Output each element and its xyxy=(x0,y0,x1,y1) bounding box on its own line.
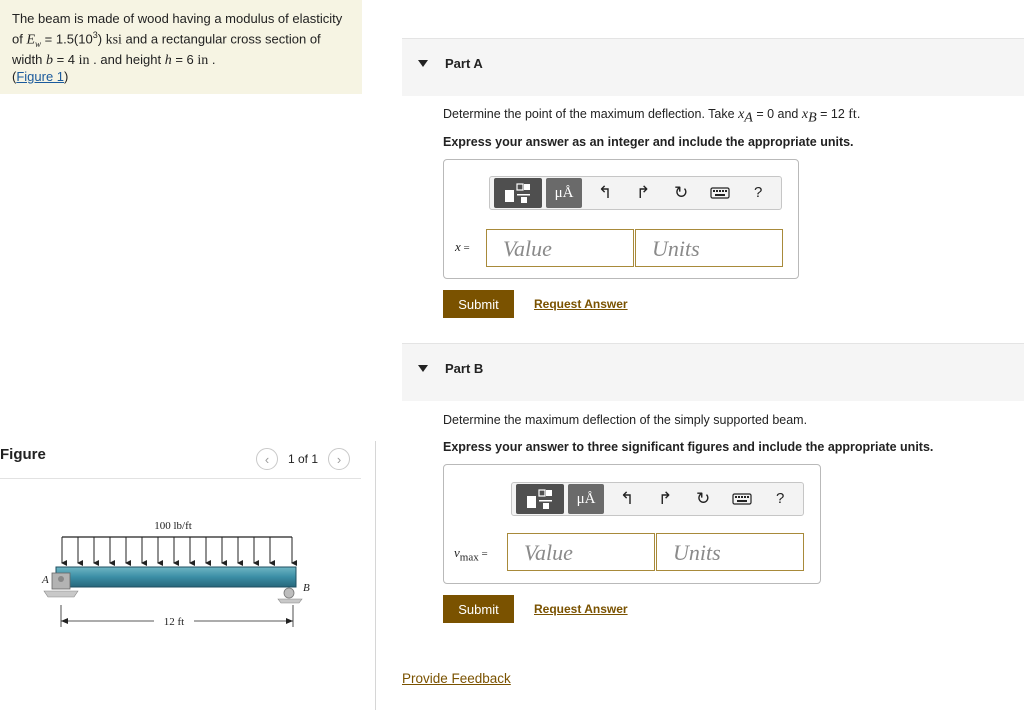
part-a-prompt: Determine the point of the maximum deflection. Take $x_A = 0$ and $x_B = 12$ ft. xyxy=(443,107,861,126)
part-a-header[interactable] xyxy=(402,38,1024,96)
part-a-value-input[interactable]: Value xyxy=(486,229,634,267)
caret-down-icon xyxy=(418,60,428,67)
modulus-unit: ksi xyxy=(102,32,122,48)
part-b-header[interactable] xyxy=(402,343,1024,401)
figure-counter: 1 of 1 xyxy=(288,452,319,466)
modulus-value: = 1.5(10 xyxy=(41,31,93,47)
template-button[interactable] xyxy=(516,484,564,514)
units-symbol-button[interactable]: μÅ xyxy=(568,484,604,514)
figure-nav xyxy=(256,448,350,470)
redo-icon[interactable]: ↱ xyxy=(636,183,651,202)
part-a-variable: x = xyxy=(455,239,470,254)
distributed-load xyxy=(62,537,292,563)
help-icon[interactable]: ? xyxy=(754,184,763,201)
part-b-variable: $v_{max}$ = xyxy=(454,545,488,564)
redo-icon[interactable]: ↱ xyxy=(658,489,673,508)
figure-divider xyxy=(0,478,361,479)
help-icon[interactable]: ? xyxy=(776,490,785,507)
part-a-units-input[interactable]: Units xyxy=(635,229,783,267)
support-a-label: A xyxy=(42,574,49,586)
beam xyxy=(56,567,296,587)
modulus-symbol: E xyxy=(26,32,36,48)
part-b-request-answer-link[interactable]: Request Answer xyxy=(534,602,628,616)
beam-diagram xyxy=(14,515,334,635)
provide-feedback-link[interactable]: Provide Feedback xyxy=(402,671,511,686)
chevron-left-icon[interactable]: ‹ xyxy=(256,448,278,470)
reset-icon[interactable]: ↻ xyxy=(674,183,689,202)
reset-icon[interactable]: ↻ xyxy=(696,489,711,508)
template-button[interactable] xyxy=(494,178,542,208)
support-b-label: B xyxy=(303,582,310,594)
part-a-instruction: Express your answer as an integer and include the appropriate units. xyxy=(443,135,854,149)
roller-support-b xyxy=(278,588,302,603)
problem-statement xyxy=(0,0,362,94)
problem-line-3: width b = 4 in . and height h = 6 in . xyxy=(12,51,216,68)
problem-line-2: of $E_w = 1.5(10^3)$ ksi and a rectangular cross section of xyxy=(12,30,321,49)
part-a-request-answer-link[interactable]: Request Answer xyxy=(534,297,628,311)
width-unit: in xyxy=(78,52,90,68)
part-b-value-input[interactable]: Value xyxy=(507,533,655,571)
caret-down-icon xyxy=(418,365,428,372)
undo-icon[interactable]: ↰ xyxy=(620,489,635,508)
figure-title: Figure xyxy=(0,446,46,463)
part-b-instruction: Express your answer to three significant figures and include the appropriate units. xyxy=(443,440,934,454)
math-toolbar xyxy=(489,176,782,210)
math-toolbar xyxy=(511,482,804,516)
figure-link[interactable]: Figure 1 xyxy=(16,68,65,84)
template-icon xyxy=(503,182,533,204)
keyboard-icon[interactable] xyxy=(710,186,730,200)
part-b-title: Part B xyxy=(445,361,484,376)
part-b-units-input[interactable]: Units xyxy=(656,533,804,571)
part-a-submit-button[interactable]: Submit xyxy=(443,290,514,318)
part-a-answer-box xyxy=(443,159,799,279)
part-b-submit-button[interactable]: Submit xyxy=(443,595,514,623)
problem-line-4: (Figure 1) xyxy=(12,68,69,84)
problem-line-1: The beam is made of wood having a modulus of elasticity xyxy=(12,11,343,26)
keyboard-icon[interactable] xyxy=(732,492,752,506)
units-symbol-button[interactable]: μÅ xyxy=(546,178,582,208)
column-divider xyxy=(375,441,376,710)
span-label: 12 ft xyxy=(163,616,185,628)
height-unit: in xyxy=(197,52,209,68)
template-icon xyxy=(525,488,555,510)
part-b-answer-box xyxy=(443,464,821,584)
height-symbol: h xyxy=(164,52,172,68)
part-b-prompt: Determine the maximum deflection of the simply supported beam. xyxy=(443,413,808,427)
load-label: 100 lb/ft xyxy=(154,520,192,532)
undo-icon[interactable]: ↰ xyxy=(598,183,613,202)
width-symbol: b xyxy=(45,52,53,68)
chevron-right-icon[interactable]: › xyxy=(328,448,350,470)
part-a-title: Part A xyxy=(445,56,483,71)
